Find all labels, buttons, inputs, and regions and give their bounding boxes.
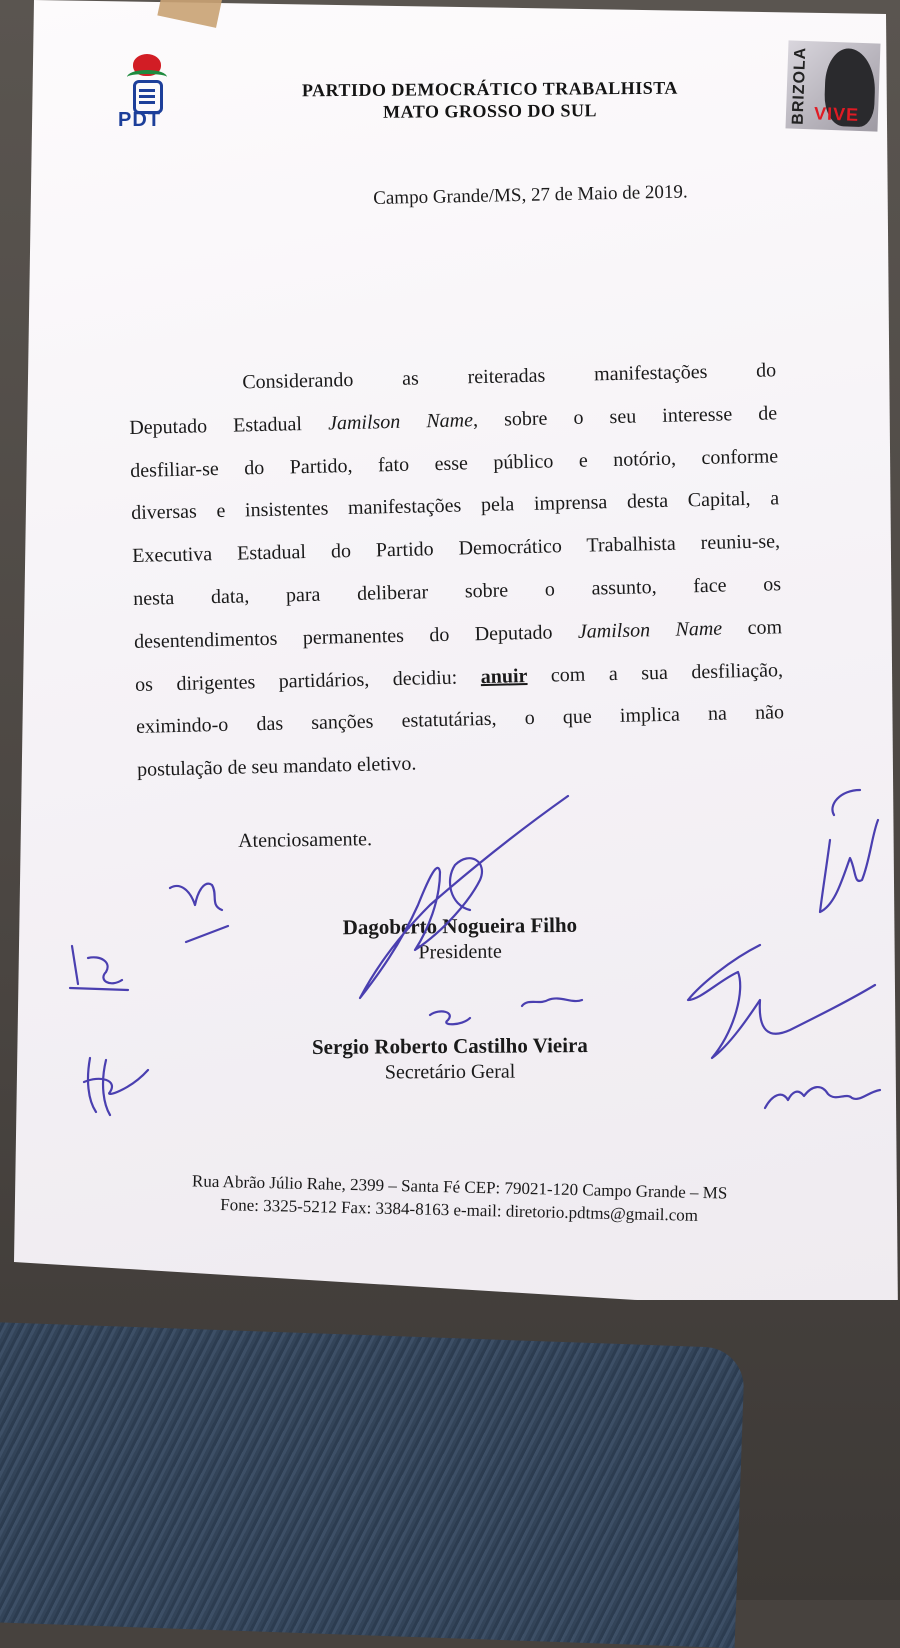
body-text: os dirigentes partidários, decidiu: [134,665,481,696]
body-text: com [721,616,783,640]
body-text: Considerando as reiteradas manifestações do [242,359,777,394]
deputy-name: Jamilson Name [577,617,723,643]
footer-contact: Fone: 3325-5212 Fax: 3384-8163 e-mail: diretorio.pdtms@gmail.com [220,1195,699,1225]
decision-keyword: anuir [480,664,528,688]
pdt-logo-text: PDT [118,109,161,131]
deputy-name: Jamilson Name [327,408,474,435]
date-line: Campo Grande/MS, 27 de Maio de 2019. [373,181,688,209]
pdt-logo [113,52,181,132]
body-text: Executiva Estadual do Partido Democrático Trabalhista reuniu-se, [131,530,781,568]
letter-body [128,355,786,798]
brizola-badge-vive: VIVE [813,103,860,125]
body-text: diversas e insistentes manifestações pela imprensa desta Capital, a [131,487,780,525]
signatory-president [230,911,691,968]
closing-salutation: Atenciosamente. [238,828,373,852]
signatory-role: Secretário Geral [384,1060,516,1084]
letterhead [260,76,720,123]
fabric-foreground [0,1322,745,1648]
body-text: postulação de seu mandato eletivo. [136,752,417,782]
signatory-secretary [220,1031,680,1086]
signatory-name: Sergio Roberto Castilho Vieira [311,1033,588,1059]
body-text: nesta data, para deliberar sobre o assunto, face os [132,573,782,610]
body-text: desfiliar-se do Partido, fato esse público e notório, conforme [130,444,779,482]
brizola-vive-badge [785,40,880,131]
footer-address: Rua Abrão Júlio Rahe, 2399 – Santa Fé CEP: 79021-120 Campo Grande – MS [191,1171,728,1203]
letterhead-party: PARTIDO DEMOCRÁTICO TRABALHISTA [301,77,678,101]
body-text: com a sua desfiliação, [527,658,784,687]
body-text: eximindo-o das sanções estatutárias, o que implica na não [135,701,785,739]
signatory-name: Dagoberto Nogueira Filho [342,912,578,940]
letterhead-state: MATO GROSSO DO SUL [383,100,598,122]
body-text: desentendimentos permanentes do Deputado [133,620,579,653]
body-text: , sobre o seu interesse de [472,402,778,431]
signatory-role: Presidente [418,940,502,964]
brizola-badge-name: BRIZOLA [789,46,810,126]
body-text: Deputado Estadual [129,412,329,439]
